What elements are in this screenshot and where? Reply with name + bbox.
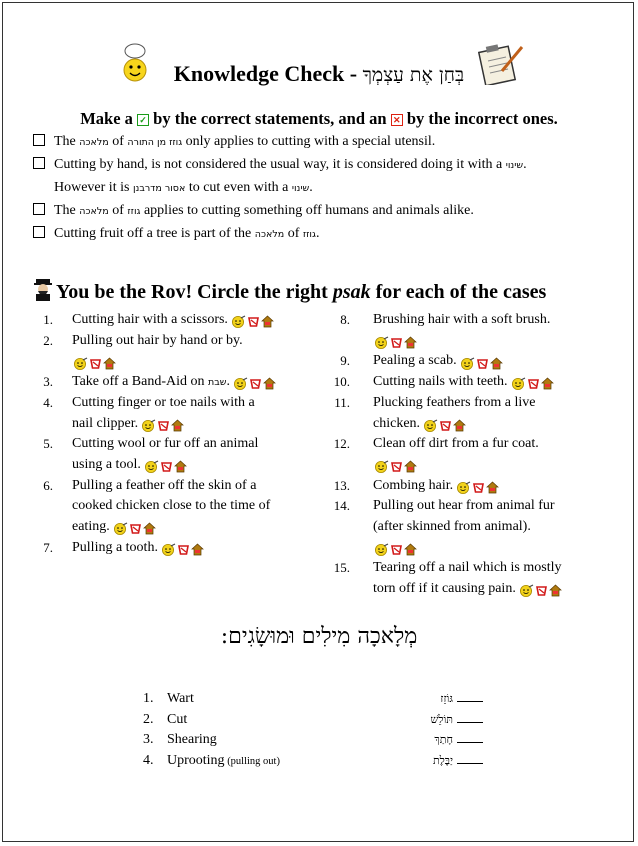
- case-item: [29, 393, 329, 436]
- forbidden-icon[interactable]: [390, 460, 403, 473]
- case-text-hebrew: שבת: [208, 377, 227, 389]
- case-text: Cutting wool or fur off an animal: [72, 436, 259, 452]
- psak-options[interactable]: [519, 581, 563, 602]
- case-number: 2.: [43, 332, 53, 348]
- title-english: Knowledge Check -: [173, 61, 363, 86]
- forbidden-icon[interactable]: [160, 460, 173, 473]
- psak-options[interactable]: [460, 353, 504, 374]
- vocab-item: [143, 691, 483, 707]
- ok-face-icon[interactable]: [73, 357, 88, 370]
- case-number: 13.: [333, 477, 350, 493]
- forbidden-icon[interactable]: [535, 584, 548, 597]
- ok-face-icon[interactable]: [519, 584, 534, 597]
- vocab-english: Wart: [167, 691, 194, 706]
- vocab-english: Shearing: [167, 732, 217, 747]
- case-text: Cutting nails with teeth.: [373, 374, 508, 390]
- vocab-item: [143, 712, 483, 728]
- stop-icon[interactable]: [453, 419, 466, 432]
- statement-checkbox[interactable]: [33, 203, 45, 215]
- statement-checkbox[interactable]: [33, 157, 45, 169]
- case-text: Pulling out hear from animal fur: [373, 498, 555, 514]
- stop-icon[interactable]: [191, 543, 204, 556]
- case-number: 12.: [333, 436, 350, 452]
- case-number: 3.: [43, 374, 53, 390]
- case-text: .: [226, 374, 230, 390]
- case-number: 4.: [43, 394, 53, 410]
- stop-icon[interactable]: [404, 543, 417, 556]
- stop-icon[interactable]: [263, 377, 276, 390]
- case-text: Take off a Band-Aid on: [72, 374, 209, 390]
- case-number: 15.: [333, 560, 350, 576]
- ok-face-icon[interactable]: [374, 543, 389, 556]
- case-text: nail clipper.: [72, 415, 139, 431]
- psak-options[interactable]: [231, 312, 275, 333]
- rabbi-icon: [33, 277, 53, 301]
- clipboard-pencil-icon: [478, 41, 524, 85]
- answer-blank[interactable]: [457, 732, 483, 743]
- forbidden-icon[interactable]: [527, 377, 540, 390]
- case-number: 6.: [43, 477, 53, 493]
- psak-options[interactable]: [144, 457, 188, 478]
- statement-2: Cutting by hand, is not considered the usual way, it is considered doing it with a שינוי.: [33, 157, 527, 173]
- vocab-number: 3.: [143, 732, 154, 747]
- psak-options[interactable]: [161, 540, 205, 561]
- ok-face-icon[interactable]: [161, 543, 176, 556]
- case-item: [330, 558, 630, 601]
- stop-icon[interactable]: [486, 481, 499, 494]
- forbidden-icon[interactable]: [247, 315, 260, 328]
- case-item: [29, 434, 329, 477]
- case-text: (after skinned from animal).: [373, 519, 531, 534]
- stop-icon[interactable]: [174, 460, 187, 473]
- case-number: 7.: [43, 539, 53, 555]
- psak-options[interactable]: [511, 374, 555, 395]
- case-text: Plucking feathers from a live: [373, 394, 536, 410]
- vocab-number: 4.: [143, 752, 154, 768]
- case-item: [330, 393, 630, 436]
- case-text: Combing hair.: [373, 477, 454, 493]
- case-item: [29, 372, 329, 395]
- case-text: chicken.: [373, 415, 421, 431]
- ok-face-icon[interactable]: [231, 315, 246, 328]
- case-number: 9.: [340, 353, 350, 369]
- statement-checkbox[interactable]: [33, 226, 45, 238]
- case-item: [330, 496, 630, 560]
- vocab-item: [143, 753, 483, 769]
- stop-icon[interactable]: [404, 336, 417, 349]
- case-text: Cutting hair with a scissors.: [72, 312, 228, 327]
- answer-blank[interactable]: [457, 691, 483, 702]
- forbidden-icon[interactable]: [129, 522, 142, 535]
- stop-icon[interactable]: [103, 357, 116, 370]
- case-text: Brushing hair with a soft brush.: [373, 312, 551, 327]
- vocab-hebrew: תּוֹלֵשׁ: [430, 712, 453, 726]
- forbidden-icon[interactable]: [157, 419, 170, 432]
- ok-face-icon[interactable]: [374, 336, 389, 349]
- case-text: Clean off dirt from a fur coat.: [373, 436, 539, 452]
- vocab-english: Uprooting: [167, 752, 225, 768]
- ok-face-icon[interactable]: [374, 460, 389, 473]
- instructions: [3, 109, 635, 129]
- vocab-hebrew: גּוֹזֵז: [440, 692, 453, 705]
- ok-face-icon[interactable]: [423, 419, 438, 432]
- title-hebrew: בְּחַן אֶת עַצְמְךָ: [362, 64, 465, 86]
- vocab-item: [143, 732, 483, 748]
- psak-options[interactable]: [113, 519, 157, 540]
- instructions-part3: by the incorrect ones.: [402, 109, 558, 128]
- vocab-english: Cut: [167, 711, 188, 727]
- psak-options[interactable]: [423, 416, 467, 437]
- case-text: cooked chicken close to the time of: [72, 498, 271, 514]
- stop-icon[interactable]: [404, 460, 417, 473]
- case-text: Pulling out hair by hand or by.: [72, 332, 243, 348]
- case-item: [29, 310, 329, 333]
- ok-face-icon[interactable]: [511, 377, 526, 390]
- forbidden-icon[interactable]: [390, 336, 403, 349]
- case-text: Cutting finger or toe nails with a: [72, 394, 255, 410]
- case-item: [29, 331, 329, 374]
- case-text: torn off if it causing pain.: [373, 581, 516, 597]
- section-heading-rov: You be the Rov! Circle the right psak for each of the cases: [33, 277, 546, 304]
- case-text: Pulling a tooth.: [72, 539, 158, 555]
- stop-icon[interactable]: [171, 419, 184, 432]
- forbidden-icon[interactable]: [476, 357, 489, 370]
- vocab-hebrew: יַבֶּלֶת: [432, 753, 453, 767]
- statement-2-continued: However it is אסור מדרבנן to cut even with a שינוי.: [54, 180, 313, 195]
- psak-options[interactable]: [456, 478, 500, 499]
- stop-icon[interactable]: [143, 522, 156, 535]
- statement-3: The מלאכה of גוזז applies to cutting something off humans and animals alike.: [33, 203, 474, 219]
- instructions-part1: Make a: [80, 109, 138, 128]
- case-item: [330, 434, 630, 477]
- case-item: [29, 538, 329, 561]
- case-item: [330, 476, 630, 499]
- case-text: using a tool.: [72, 456, 141, 472]
- stop-icon[interactable]: [549, 584, 562, 597]
- vocab-title: :מְלָאכָה מִילִים וּמוּשָׂגִים: [220, 624, 418, 649]
- stop-icon[interactable]: [490, 357, 503, 370]
- forbidden-icon[interactable]: [177, 543, 190, 556]
- forbidden-icon[interactable]: [472, 481, 485, 494]
- checkmark-icon: ✓: [137, 114, 149, 126]
- case-number: 1.: [43, 312, 53, 327]
- ok-face-icon[interactable]: [456, 481, 471, 494]
- statement-4: Cutting fruit off a tree is part of the מלאכה of גוזז.: [33, 226, 319, 242]
- worksheet-page: [2, 2, 634, 842]
- answer-blank[interactable]: [457, 753, 483, 764]
- vocab-number: 1.: [143, 691, 154, 706]
- case-item: [330, 351, 630, 374]
- forbidden-icon[interactable]: [89, 357, 102, 370]
- case-number: 5.: [43, 436, 53, 452]
- case-text: eating.: [72, 519, 110, 534]
- psak-options[interactable]: [73, 353, 117, 374]
- forbidden-icon[interactable]: [439, 419, 452, 432]
- cross-mark-icon: ✕: [391, 114, 403, 126]
- vocab-hebrew: חָתַךְ: [434, 733, 453, 746]
- case-number: 11.: [334, 394, 350, 410]
- psak-options[interactable]: [374, 540, 418, 561]
- forbidden-icon[interactable]: [390, 543, 403, 556]
- ok-face-icon[interactable]: [233, 377, 248, 390]
- stop-icon[interactable]: [261, 315, 274, 328]
- case-text: Pulling a feather off the skin of a: [72, 477, 257, 493]
- psak-options[interactable]: [141, 416, 185, 437]
- psak-options[interactable]: [233, 374, 277, 395]
- ok-face-icon[interactable]: [141, 419, 156, 432]
- page-title: [3, 61, 635, 87]
- case-item: [29, 476, 329, 540]
- vocab-number: 2.: [143, 711, 154, 727]
- case-text: Tearing off a nail which is mostly: [373, 560, 562, 576]
- ok-face-icon[interactable]: [144, 460, 159, 473]
- case-number: 14.: [333, 498, 350, 514]
- case-text: Pealing a scab.: [373, 353, 457, 369]
- vocab-note: (pulling out): [224, 755, 280, 767]
- case-item: [330, 372, 630, 395]
- ok-face-icon[interactable]: [113, 522, 128, 535]
- psak-options[interactable]: [374, 333, 418, 354]
- answer-blank[interactable]: [457, 712, 483, 723]
- statement-1: The מלאכה of גוזז מן התורה only applies to cutting with a special utensil.: [33, 134, 435, 150]
- psak-options[interactable]: [374, 457, 418, 478]
- case-number: 10.: [333, 374, 350, 390]
- ok-face-icon[interactable]: [460, 357, 475, 370]
- case-item: [330, 310, 630, 353]
- forbidden-icon[interactable]: [249, 377, 262, 390]
- statement-checkbox[interactable]: [33, 134, 45, 146]
- case-number: 8.: [340, 312, 350, 327]
- instructions-part2: by the correct statements, and an: [149, 109, 391, 128]
- stop-icon[interactable]: [541, 377, 554, 390]
